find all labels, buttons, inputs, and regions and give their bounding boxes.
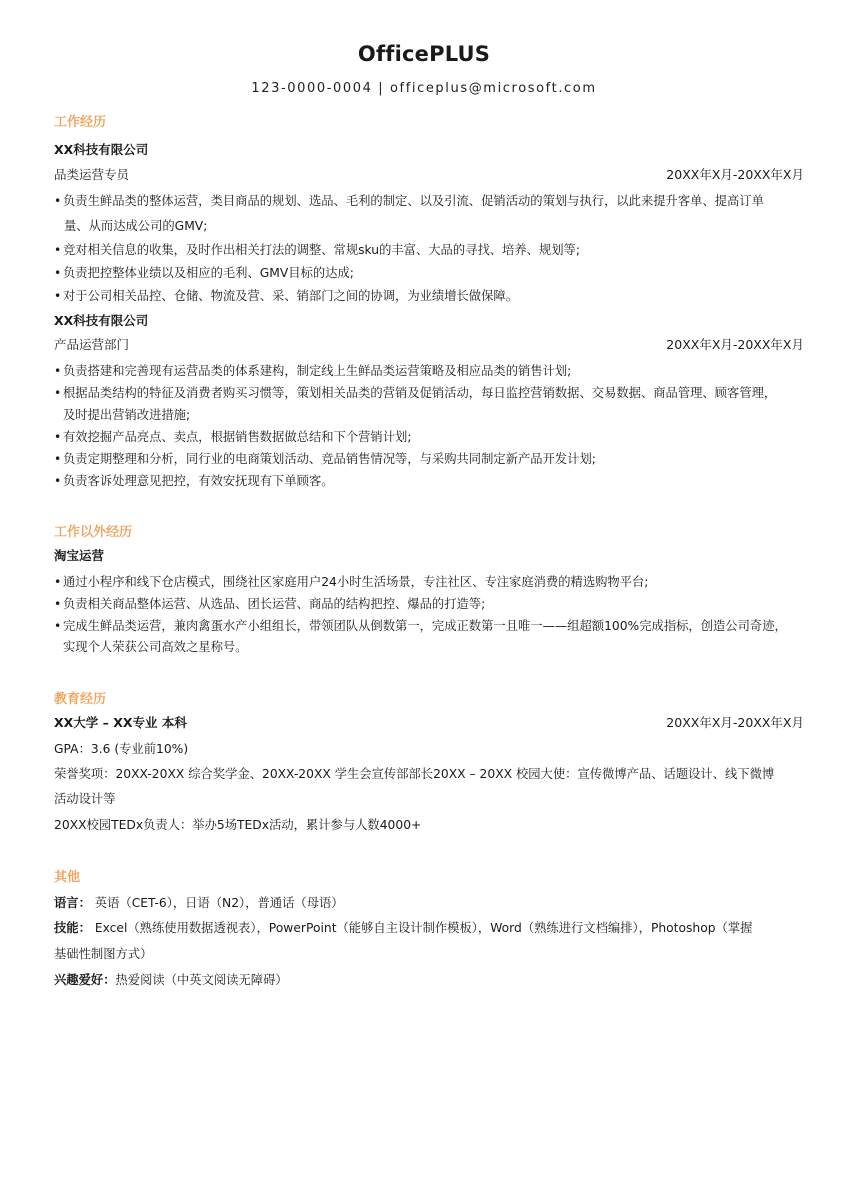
section-title-work: 工作经历 [54, 115, 107, 130]
bullet-item: • 负责客诉处理意见把控，有效安抚现有下单顾客。 [54, 474, 334, 488]
bullet-item: • 完成生鲜品类运营，兼肉禽蛋水产小组组长，带领团队从倒数第一，完成正数第一且唯一——组超额100%完成指标，创造公司奇迹， [54, 619, 787, 633]
bullet-item: • 负责把控整体业绩以及相应的毛利、GMV目标的达成; [54, 266, 354, 280]
honors: 荣誉奖项：20XX-20XX 综合奖学金、20XX-20XX 学生会宣传部部长20XX – 20XX 校园大使：宣传微博产品、话题设计、线下微博 [54, 767, 775, 781]
school-name: XX大学 – XX专业 本科 [54, 715, 187, 730]
languages-label: 语言： [54, 896, 91, 910]
hobbies-value: 热爱阅读（中英文阅读无障碍） [115, 973, 288, 987]
bullet-item: • 对于公司相关品控、仓储、物流及营、采、销部门之间的协调，为业绩增长做保障。 [54, 289, 518, 303]
candidate-name: OfficePLUS [357, 42, 491, 66]
section-title-other: 工作以外经历 [54, 525, 133, 540]
job-date: 20XX年X月-20XX年X月 [666, 337, 804, 352]
job-role: 产品运营部门 [54, 337, 130, 352]
bullet-item: • 负责相关商品整体运营、从选品、团长运营、商品的结构把控、爆品的打造等; [54, 597, 486, 611]
skills-value: Excel（熟练使用数据透视表），PowerPoint（能够自主设计制作模板），Word（熟练进行文档编排），Photoshop（掌握 [90, 921, 753, 935]
skills-continuation: 基础性制图方式） [54, 947, 153, 961]
org-name: 淘宝运营 [54, 548, 105, 563]
section-title-misc: 其他 [54, 870, 81, 885]
bullet-item: • 负责定期整理和分析，同行业的电商策划活动、竞品销售情况等，与采购共同制定新产品开发计划; [54, 452, 596, 466]
bullet-item: • 有效挖掘产品亮点、卖点，根据销售数据做总结和下个营销计划; [54, 430, 412, 444]
bullet-item: • 通过小程序和线下仓店模式，围绕社区家庭用户24小时生活场景，专注社区、专注家庭消费的精选购物平台; [54, 575, 649, 589]
languages-value: 英语（CET-6），日语（N2），普通话（母语） [90, 896, 344, 910]
tedx: 20XX校园TEDx负责人：举办5场TEDx活动，累计参与人数4000+ [54, 818, 422, 832]
skills [54, 918, 752, 936]
job-role: 品类运营专员 [54, 167, 130, 182]
bullet-item: • 竞对相关信息的收集，及时作出相关打法的调整、常规sku的丰富、大品的寻找、培养、规划等; [54, 243, 580, 257]
bullet-item: • 负责搭建和完善现有运营品类的体系建构，制定线上生鲜品类运营策略及相应品类的销售计划; [54, 364, 572, 378]
company-name: XX科技有限公司 [54, 142, 149, 157]
bullet-continuation: 量、从而达成公司的GMV; [64, 219, 208, 233]
bullet-item: • 根据品类结构的特征及消费者购买习惯等，策划相关品类的营销及促销活动，每日监控营销数据、交易数据、商品管理、顾客管理， [54, 386, 777, 400]
hobbies [54, 970, 288, 988]
section-title-education: 教育经历 [54, 692, 107, 707]
hobbies-label: 兴趣爱好： [54, 973, 116, 987]
gpa: GPA：3.6 (专业前10%) [54, 742, 189, 756]
languages [54, 893, 344, 911]
skills-label: 技能： [54, 921, 91, 935]
honors-continuation: 活动设计等 [54, 792, 116, 806]
company-name: XX科技有限公司 [54, 313, 149, 328]
job-date: 20XX年X月-20XX年X月 [666, 167, 804, 182]
bullet-item: • 负责生鲜品类的整体运营，类目商品的规划、选品、毛利的制定、以及引流、促销活动的策划与执行，以此来提升客单、提高订单 [54, 194, 764, 208]
education-date: 20XX年X月-20XX年X月 [666, 715, 804, 730]
bullet-continuation: 及时提出营销改进措施; [63, 408, 191, 422]
bullet-continuation: 实现个人荣获公司高效之星称号。 [63, 640, 248, 654]
contact-info: 123-0000-0004 | officeplus@microsoft.com [251, 81, 597, 96]
